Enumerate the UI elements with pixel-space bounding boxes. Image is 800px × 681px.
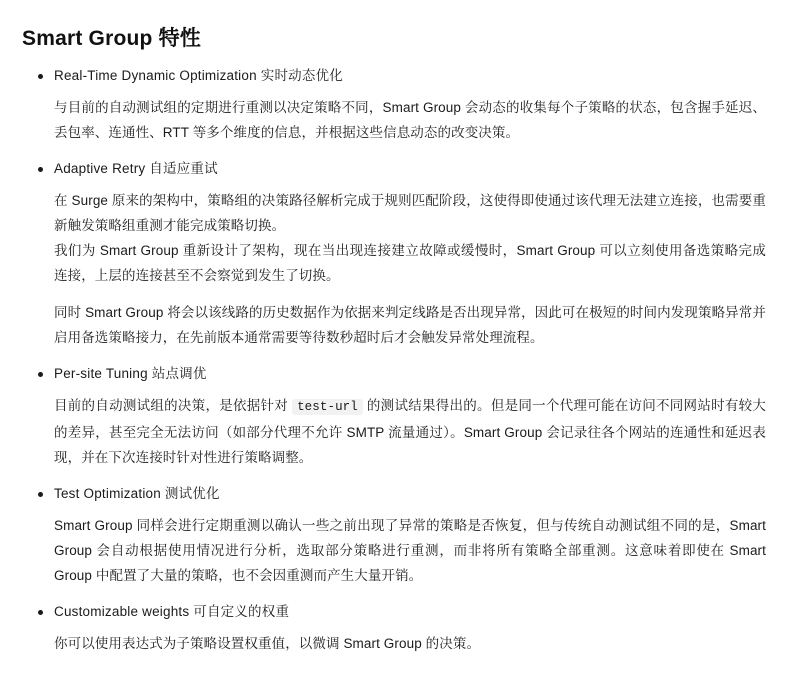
feature-paragraph: 在 Surge 原来的架构中，策略组的决策路径解析完成于规则匹配阶段，这使得即使通过该代理无法建立连接，也需要重新触发策略组重测才能完成策略切换。	[54, 193, 766, 233]
paragraph-prefix: 目前的自动测试组的决策，是依据针对	[54, 398, 293, 413]
feature-heading: Customizable weights 可自定义的权重	[54, 604, 290, 619]
list-item	[22, 66, 766, 145]
page-title: Smart Group 特性	[22, 27, 201, 50]
list-item	[22, 159, 766, 350]
feature-paragraph	[54, 393, 766, 470]
feature-paragraph: Smart Group 同样会进行定期重测以确认一些之前出现了异常的策略是否恢复，但与传统自动测试组不同的是，Smart Group 会自动根据使用情况进行分析，选取部分策略进行重测，而非将所有策略全部重测。这意味着即使在 Smart Group 中配置了大量的策略，也不会因重测而产生大量开销。	[54, 518, 766, 583]
feature-heading: Adaptive Retry 自适应重试	[54, 161, 218, 176]
feature-paragraph-group	[54, 188, 766, 288]
list-item	[22, 602, 766, 656]
paragraph-suffix: 的测试结果得出的。但是同一个代理可能在访问不同网站时有较大的差异，甚至完全无法访问（如部分代理不允许 SMTP 流量通过）。Smart Group 会记录往各个网站的连通性和延迟表现，并在下次连接时针对性进行策略调整。	[54, 398, 766, 465]
feature-heading: Per-site Tuning 站点调优	[54, 366, 207, 381]
list-item	[22, 484, 766, 588]
feature-heading: Real-Time Dynamic Optimization 实时动态优化	[54, 68, 343, 83]
feature-list	[22, 66, 766, 656]
inline-code-test-url: test-url	[292, 399, 363, 415]
feature-paragraph: 与目前的自动测试组的定期进行重测以决定策略不同，Smart Group 会动态的收集每个子策略的状态，包含握手延迟、丢包率、连通性、RTT 等多个维度的信息，并根据这些信息动态的改变决策。	[54, 100, 766, 140]
feature-heading: Test Optimization 测试优化	[54, 486, 220, 501]
feature-paragraph: 你可以使用表达式为子策略设置权重值，以微调 Smart Group 的决策。	[54, 636, 481, 651]
feature-paragraph: 同时 Smart Group 将会以该线路的历史数据作为依据来判定线路是否出现异常，因此可在极短的时间内发现策略异常并启用备选策略接力，在先前版本通常需要等待数秒超时后才会触发异常处理流程。	[54, 305, 766, 345]
list-item	[22, 364, 766, 470]
feature-paragraph: 我们为 Smart Group 重新设计了架构，现在当出现连接建立故障或缓慢时，Smart Group 可以立刻使用备选策略完成连接，上层的连接甚至不会察觉到发生了切换。	[54, 243, 766, 283]
